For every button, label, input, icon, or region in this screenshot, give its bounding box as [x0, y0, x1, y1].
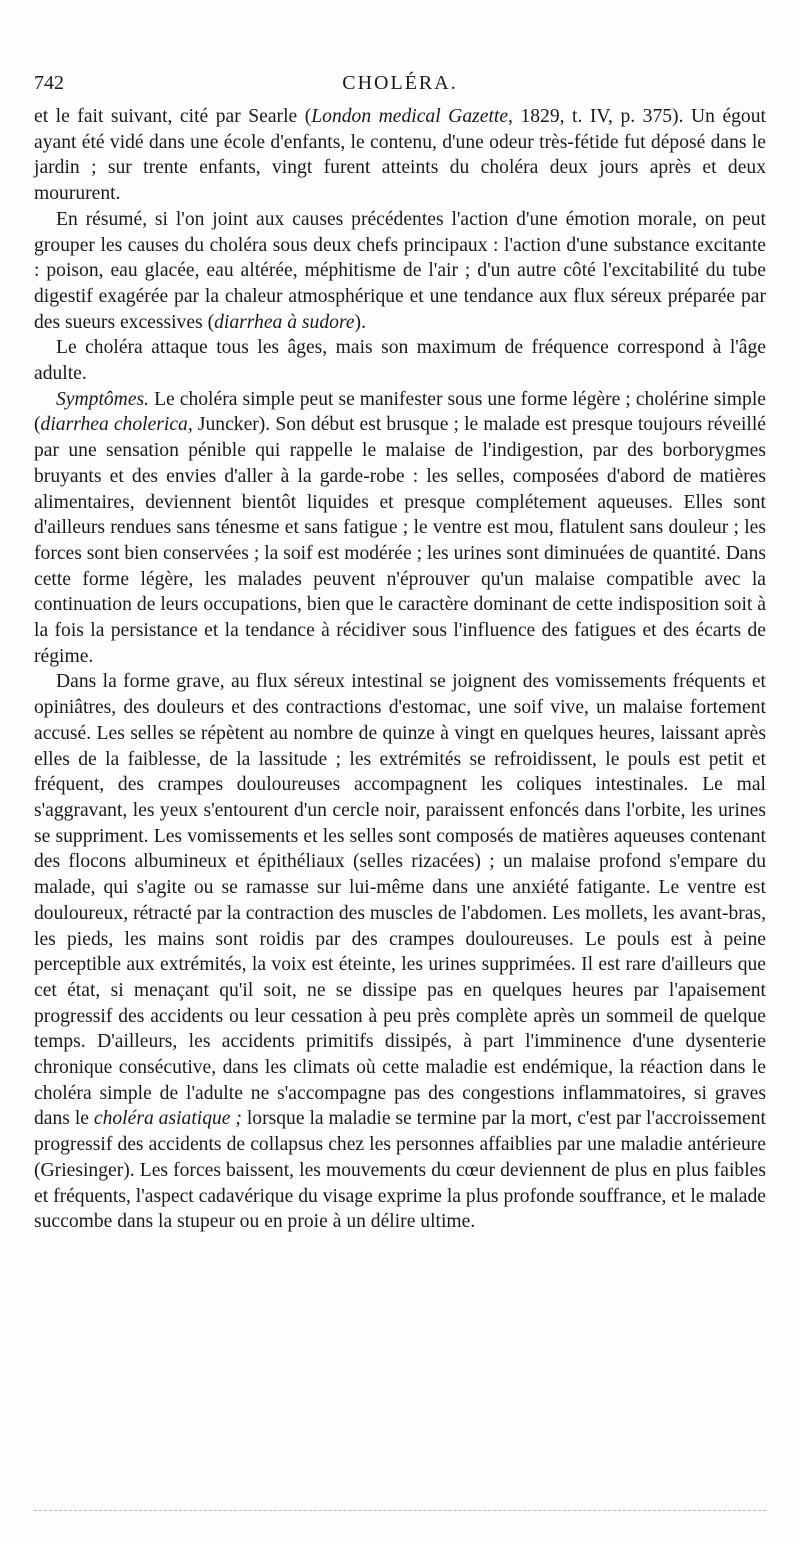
page [34, 72, 766, 1235]
paragraph [34, 104, 766, 207]
italic-text: Symptômes. [56, 388, 150, 410]
footer-rule [34, 1510, 766, 1511]
text-run: Juncker). Son début est brusque ; le malade est presque toujours réveillé par une sensation pénible qui rappelle le malaise de l'indigestion, par des borborygmes bruyants et des envies d'aller à la garde-robe : les selles, composées d'abord de matières alimentaires, deviennent bientôt liquides et presque complétement aqueuses. Elles sont d'ailleurs rendues sans ténesme et sans fatigue ; le ventre est mou, flatulent sans douleur ; les forces sont bien conservées ; la soif est modérée ; les urines sont diminuées de quantité. Dans cette forme légère, les malades peuvent n'éprouver qu'un malaise compatible avec la continuation de leurs occupations, bien que le caractère dominant de cette indisposition soit à la fois la persistance et la tendance à récidiver sous l'influence des fatigues et des écarts de régime. [34, 414, 766, 667]
italic-text: choléra asiatique ; [93, 1108, 242, 1130]
text-run: lorsque la maladie se termine par la mort, c'est par l'accroissement progressif des accidents de collapsus chez les personnes affaiblies par une maladie antérieure (Griesinger). Les forces baissent, les mouvements du cœur deviennent de plus en plus faibles et fréquents, l'aspect cadavérique du visage exprime la plus profonde souffrance, et le malade succombe dans la stupeur ou en proie à un délire ultime. [34, 1108, 766, 1233]
text-run: Le choléra attaque tous les âges, mais son maximum de fréquence correspond à l'âge adulte. [34, 337, 766, 385]
page-header [34, 72, 766, 108]
paragraph [34, 335, 766, 386]
text-run: ). [354, 311, 366, 333]
text-run: 1829, t. IV, p. 375). Un égout ayant été vidé dans une école d'enfants, le contenu, d'une odeur très-fétide fut déposé dans le jardin ; sur trente enfants, vingt furent atteints du choléra deux jours après et deux moururent. [34, 106, 766, 205]
text-run: Le choléra simple peut se manifester sous une forme légère ; cholérine simple ( [34, 388, 766, 436]
italic-text: London medical Gazette, [311, 106, 513, 127]
paragraph [34, 387, 766, 670]
page-number: 742 [34, 72, 64, 94]
running-title: CHOLÉRA. [342, 72, 458, 94]
body-text [34, 104, 766, 1235]
paragraph [34, 669, 766, 1234]
italic-text: diarrhea à sudore [214, 311, 355, 333]
text-run: Dans la forme grave, au flux séreux intestinal se joignent des vomissements fréquents et opiniâtres, des douleurs et des contractions d'estomac, une soif vive, un malaise fortement accusé. Les selles se répètent au nombre de quinze à vingt en quelques heures, laissant après elles de la faiblesse, de la lassitude ; les extrémités se refroidissent, le pouls est petit et fréquent, des crampes douloureuses accompagnent les coliques intestinales. Le mal s'aggravant, les yeux s'entourent d'un cercle noir, paraissent enfoncés dans l'orbite, les urines se suppriment. Les vomissements et les selles sont composés de matières aqueuses contenant des flocons albumineux et épithéliaux (selles rizacées) ; un malaise profond s'empare du malade, qui s'agite ou se ramasse sur lui-même dans une anxiété fatigante. Le ventre est douloureux, rétracté par la contraction des muscles de l'abdomen. Les mollets, les avant-bras, les pieds, les mains sont roidis par des crampes douloureuses. Le pouls est à peine perceptible aux extrémités, la voix est éteinte, les urines supprimées. Il est rare d'ailleurs que cet état, si menaçant qu'il soit, ne se dissipe pas en quelques heures par l'apaisement progressif des accidents ou leur cessation à peu près complète après un sommeil de quelque temps. D'ailleurs, les accidents primitifs dissipés, à part l'imminence d'une dysenterie chronique consécutive, dans les climats où cette maladie est endémique, la réaction dans le choléra simple de l'adulte ne s'accompagne pas des congestions inflammatoires, si graves dans le [34, 671, 766, 1130]
text-run: En résumé, si l'on joint aux causes précédentes l'action d'une émotion morale, on peut grouper les causes du choléra sous deux chefs principaux : l'action d'une substance excitante : poison, eau glacée, eau altérée, méphitisme de l'air ; d'un autre côté l'excitabilité du tube digestif exagérée par la chaleur atmosphérique et une tendance aux flux séreux préparée par des sueurs excessives ( [34, 208, 766, 333]
text-run: et le fait suivant, cité par Searle ( [34, 106, 312, 127]
paragraph [34, 207, 766, 336]
italic-text: diarrhea cholerica, [40, 414, 193, 436]
